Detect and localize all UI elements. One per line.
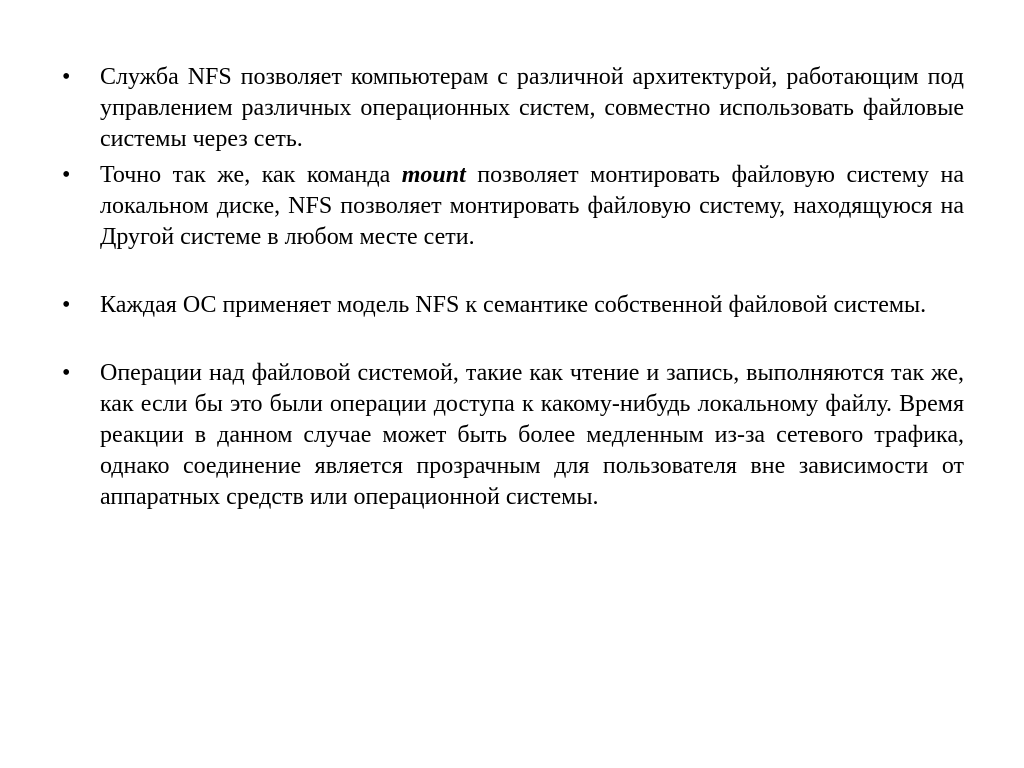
bullet-text: Служба NFS позволяет компьютерам с различной архитектурой, работающим под управлением различных операционных систем, совместно использовать файловые системы через сеть. xyxy=(100,64,964,152)
mount-command: mount xyxy=(401,162,466,188)
bullet-item-operations xyxy=(62,358,964,513)
bullet-icon: • xyxy=(62,162,71,188)
bullet-list xyxy=(62,62,964,513)
bullet-icon: • xyxy=(62,292,71,318)
bullet-icon: • xyxy=(62,360,71,386)
bullet-text-before: Точно так же, как команда xyxy=(100,162,402,188)
bullet-icon: • xyxy=(62,64,71,90)
bullet-item-nfs-service xyxy=(62,62,964,155)
bullet-text: Каждая ОС применяет модель NFS к семантике собственной файловой системы. xyxy=(100,292,927,318)
bullet-text xyxy=(100,160,964,253)
bullet-item-mount xyxy=(62,160,964,253)
bullet-item-os-model xyxy=(62,290,964,321)
bullet-text-after: позволяет монтировать файловую систему на локальном диске, NFS позволяет монтировать файловую систему, находящуюся на Другой системе в любом месте сети. xyxy=(100,162,964,250)
bullet-text: Операции над файловой системой, такие как чтение и запись, выполняются так же, как если бы это были операции доступа к какому-нибудь локальному файлу. Время реакции в данном случае может быть более медленным из-за сетевого трафика, однако соединение является прозрачным для пользователя вне зависимости от аппаратных средств или операционной системы. xyxy=(100,360,964,510)
